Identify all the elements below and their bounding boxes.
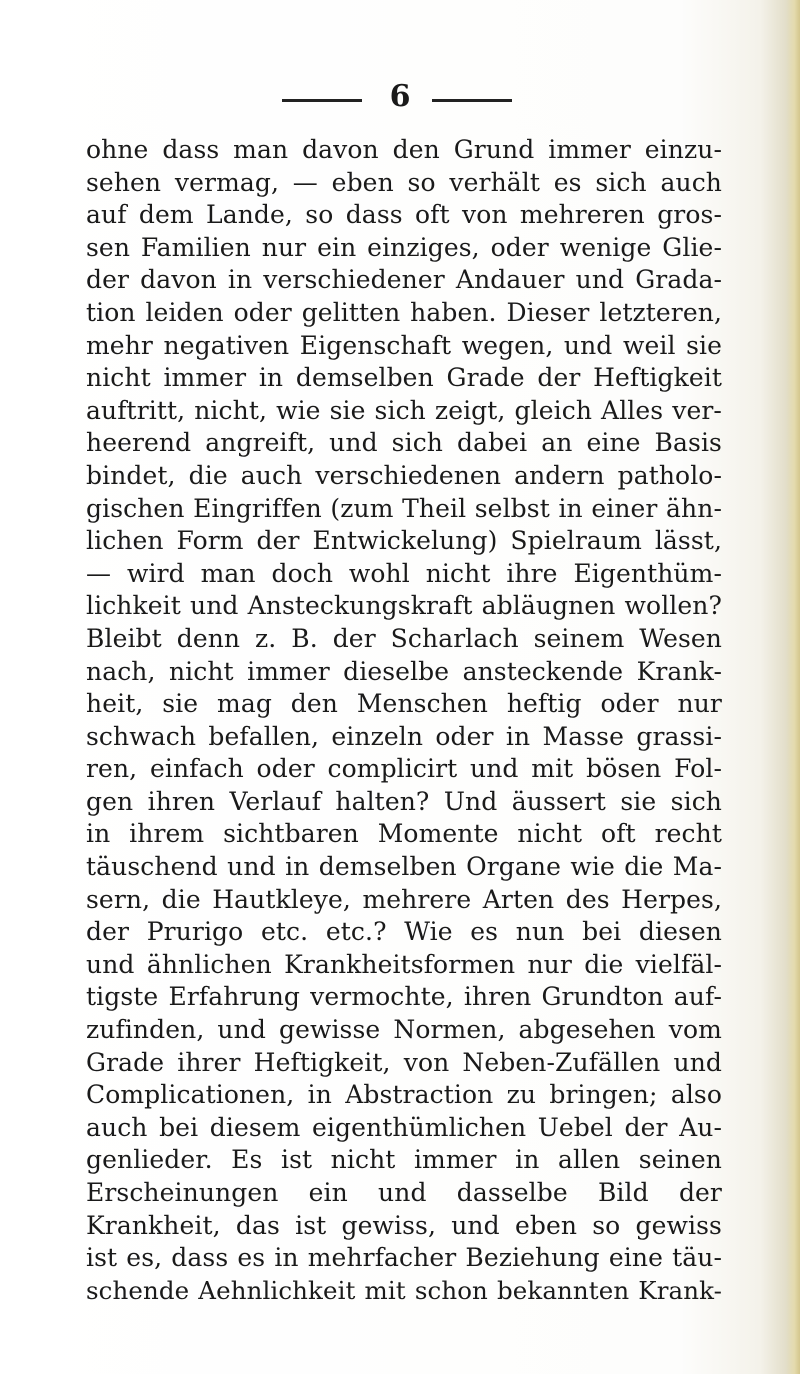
text-line: täuschend und in demselben Organe wie die Ma- xyxy=(86,852,722,882)
text-line: und ähnlichen Krankheitsformen nur die vielfäl- xyxy=(86,949,722,979)
text-line: sen Familien nur ein einziges, oder wenige Glie- xyxy=(86,232,722,262)
text-line: auftritt, nicht, wie sie sich zeigt, gleich Alles ver- xyxy=(86,395,722,425)
page-header xyxy=(0,79,800,114)
text-line: auch bei diesem eigenthümlichen Uebel der Au- xyxy=(86,1112,722,1142)
text-line: heerend angreift, und sich dabei an eine Basis xyxy=(86,428,722,458)
text-line: bindet, die auch verschiedenen andern patholo- xyxy=(86,460,722,490)
text-line: tigste Erfahrung vermochte, ihren Grundton auf- xyxy=(86,982,722,1012)
text-line: Bleibt denn z. B. der Scharlach seinem Wesen xyxy=(86,623,722,653)
text-line: mehr negativen Eigenschaft wegen, und weil sie xyxy=(86,330,722,360)
page-edge xyxy=(786,0,800,1374)
text-line: genlieder. Es ist nicht immer in allen seinen xyxy=(86,1145,722,1175)
text-line: ren, einfach oder complicirt und mit bösen Fol- xyxy=(86,754,722,784)
text-line: Erscheinungen ein und dasselbe Bild der xyxy=(86,1178,722,1207)
text-line: schwach befallen, einzeln oder in Masse grassi- xyxy=(86,721,722,751)
text-line: in ihrem sichtbaren Momente nicht oft recht xyxy=(86,819,722,849)
body-text xyxy=(86,134,722,1307)
page-number: 6 xyxy=(389,79,411,114)
header-rule-left xyxy=(282,99,362,102)
text-line: Complicationen, in Abstraction zu bringen; also xyxy=(86,1080,722,1110)
text-line: nach, nicht immer dieselbe ansteckende Krank- xyxy=(86,656,722,686)
text-line: der Prurigo etc. etc.? Wie es nun bei diesen xyxy=(86,917,722,947)
text-line: gen ihren Verlauf halten? Und äussert sie sich xyxy=(86,786,722,816)
text-line: zufinden, und gewisse Normen, abgesehen vom xyxy=(86,1015,722,1045)
text-line: ist es, dass es in mehrfacher Beziehung eine täu- xyxy=(86,1243,722,1273)
text-line: Krankheit, das ist gewiss, und eben so gewiss xyxy=(86,1210,722,1240)
text-line: — wird man doch wohl nicht ihre Eigenthüm- xyxy=(86,558,722,588)
text-line: nicht immer in demselben Grade der Heftigkeit xyxy=(86,363,722,393)
text-line: der davon in verschiedener Andauer und Grada- xyxy=(86,265,722,295)
text-line: schende Aehnlichkeit mit schon bekannten Krank- xyxy=(86,1275,722,1305)
text-line: gischen Eingriffen (zum Theil selbst in einer ähn- xyxy=(86,493,722,523)
text-line: heit, sie mag den Menschen heftig oder nur xyxy=(86,689,722,719)
text-line: Grade ihrer Heftigkeit, von Neben-Zufällen und xyxy=(86,1047,722,1077)
text-line: tion leiden oder gelitten haben. Dieser letzteren, xyxy=(86,297,722,327)
text-line: sern, die Hautkleye, mehrere Arten des Herpes, xyxy=(86,884,722,914)
text-line: lichen Form der Entwickelung) Spielraum lässt, xyxy=(86,526,722,556)
text-line: sehen vermag, — eben so verhält es sich auch xyxy=(86,167,722,197)
text-line: auf dem Lande, so dass oft von mehreren gros- xyxy=(86,200,722,230)
text-line: ohne dass man davon den Grund immer einzu- xyxy=(86,135,722,164)
text-line: lichkeit und Ansteckungskraft abläugnen wollen? xyxy=(86,591,722,621)
header-rule-right xyxy=(432,99,512,102)
